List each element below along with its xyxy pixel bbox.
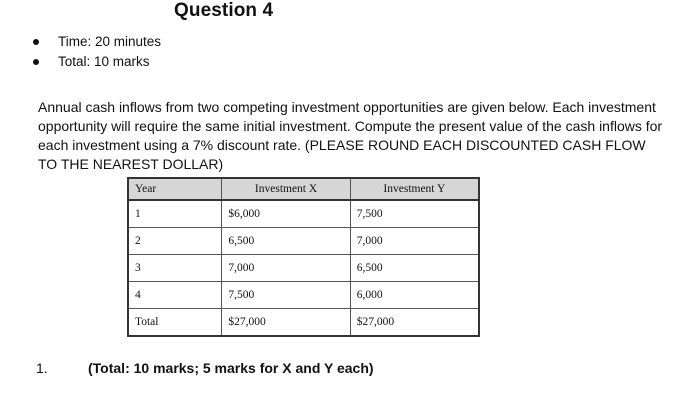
bullet-total bbox=[0, 52, 161, 72]
bullet-dot-icon bbox=[33, 39, 39, 45]
bullet-time-text: Time: 20 minutes bbox=[58, 34, 162, 49]
investment-x-cell: $6,000 bbox=[222, 200, 350, 228]
header-year: Year bbox=[128, 178, 222, 200]
total-investment-y-cell: $27,000 bbox=[350, 309, 479, 337]
table-total-row bbox=[128, 309, 479, 337]
year-cell: 2 bbox=[128, 228, 222, 255]
table-row bbox=[128, 255, 479, 282]
header-investment-x: Investment X bbox=[222, 178, 350, 200]
investment-y-cell: 6,000 bbox=[350, 282, 479, 309]
numbered-item-text: (Total: 10 marks; 5 marks for X and Y each) bbox=[88, 360, 374, 376]
investment-x-cell: 6,500 bbox=[222, 228, 350, 255]
investment-y-cell: 7,500 bbox=[350, 200, 479, 228]
header-investment-y: Investment Y bbox=[350, 178, 479, 200]
investment-y-cell: 6,500 bbox=[350, 255, 479, 282]
total-investment-x-cell: $27,000 bbox=[222, 309, 350, 337]
table-header-row bbox=[128, 178, 479, 200]
investment-x-cell: 7,500 bbox=[222, 282, 350, 309]
bullet-time bbox=[0, 32, 161, 52]
investment-y-cell: 7,000 bbox=[350, 228, 479, 255]
bullet-dot-icon bbox=[33, 59, 39, 65]
cash-inflow-table bbox=[127, 177, 480, 337]
year-cell: 1 bbox=[128, 200, 222, 228]
numbered-item-number: 1. bbox=[36, 360, 48, 376]
info-bullet-list bbox=[0, 32, 161, 72]
investment-x-cell: 7,000 bbox=[222, 255, 350, 282]
total-label-cell: Total bbox=[128, 309, 222, 337]
table-row bbox=[128, 200, 479, 228]
question-paragraph: Annual cash inflows from two competing investment opportunities are given below. Each investment opportunity will require the same initial investment. Compute the present value of the cash inflows for each investment using a 7% discount rate. (PLEASE ROUND EACH DISCOUNTED CASH FLOW TO THE NEAREST DOLLAR) bbox=[38, 99, 663, 172]
question-title: Question 4 bbox=[174, 0, 274, 21]
table-row bbox=[128, 282, 479, 309]
table-row bbox=[128, 228, 479, 255]
bullet-total-text: Total: 10 marks bbox=[58, 54, 150, 69]
year-cell: 3 bbox=[128, 255, 222, 282]
year-cell: 4 bbox=[128, 282, 222, 309]
